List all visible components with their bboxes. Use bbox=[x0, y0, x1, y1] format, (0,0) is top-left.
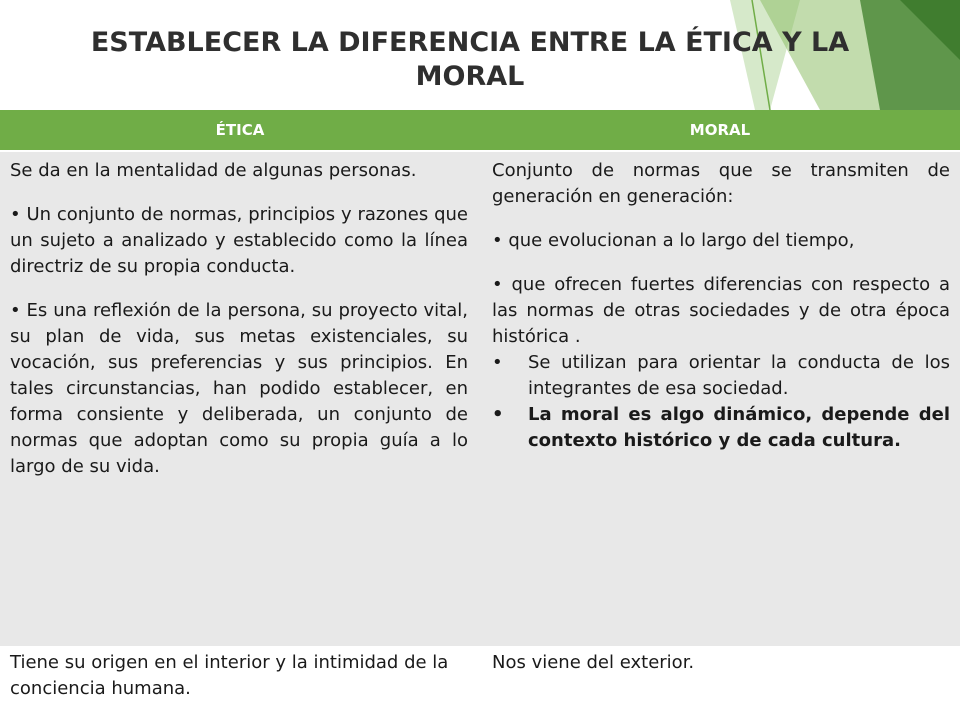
table-header-row bbox=[0, 110, 960, 150]
moral-bullet-1: • que evolucionan a lo largo del tiempo, bbox=[492, 228, 950, 254]
etica-bullet-2: • Es una reflexión de la persona, su proyecto vital, su plan de vida, sus metas existenciales, su vocación, sus preferencias y sus principios. En tales circunstancias, han podido establecer, en forma consiente y deliberada, un conjunto de normas que adoptan como su propia guía a lo largo de su vida. bbox=[10, 298, 468, 480]
moral-bullet-4-text: La moral es algo dinámico, depende del contexto histórico y de cada cultura. bbox=[528, 404, 950, 451]
comparison-table bbox=[0, 110, 960, 722]
moral-definition-cell bbox=[482, 152, 960, 646]
moral-origin: Nos viene del exterior. bbox=[492, 652, 695, 673]
moral-bullet-3-text: Se utilizan para orientar la conducta de los integrantes de esa sociedad. bbox=[528, 352, 950, 399]
table-row-origin bbox=[0, 646, 960, 722]
moral-origin-cell bbox=[482, 646, 960, 722]
etica-bullet-1: • Un conjunto de normas, principios y razones que un sujeto a analizado y establecido como la línea directriz de su propia conducta. bbox=[10, 202, 468, 280]
etica-origin-cell bbox=[0, 646, 482, 722]
moral-bullet-2: • que ofrecen fuertes diferencias con respecto a las normas de otras sociedades y de otra época histórica . bbox=[492, 272, 950, 350]
page-title: ESTABLECER LA DIFERENCIA ENTRE LA ÉTICA Y LA MORAL bbox=[90, 27, 850, 92]
etica-origin: Tiene su origen en el interior y la intimidad de la conciencia humana. bbox=[10, 652, 449, 699]
moral-bullet-3 bbox=[492, 350, 950, 402]
etica-definition-cell bbox=[0, 152, 482, 646]
header-etica: ÉTICA bbox=[215, 121, 265, 139]
etica-intro: Se da en la mentalidad de algunas personas. bbox=[10, 160, 417, 181]
moral-bullet-4 bbox=[492, 402, 950, 454]
bullet-icon: • bbox=[492, 352, 503, 373]
header-moral: MORAL bbox=[689, 121, 751, 139]
moral-intro: Conjunto de normas que se transmiten de generación en generación: bbox=[492, 160, 950, 207]
bullet-icon: • bbox=[492, 404, 504, 425]
table-row-definitions bbox=[0, 150, 960, 646]
